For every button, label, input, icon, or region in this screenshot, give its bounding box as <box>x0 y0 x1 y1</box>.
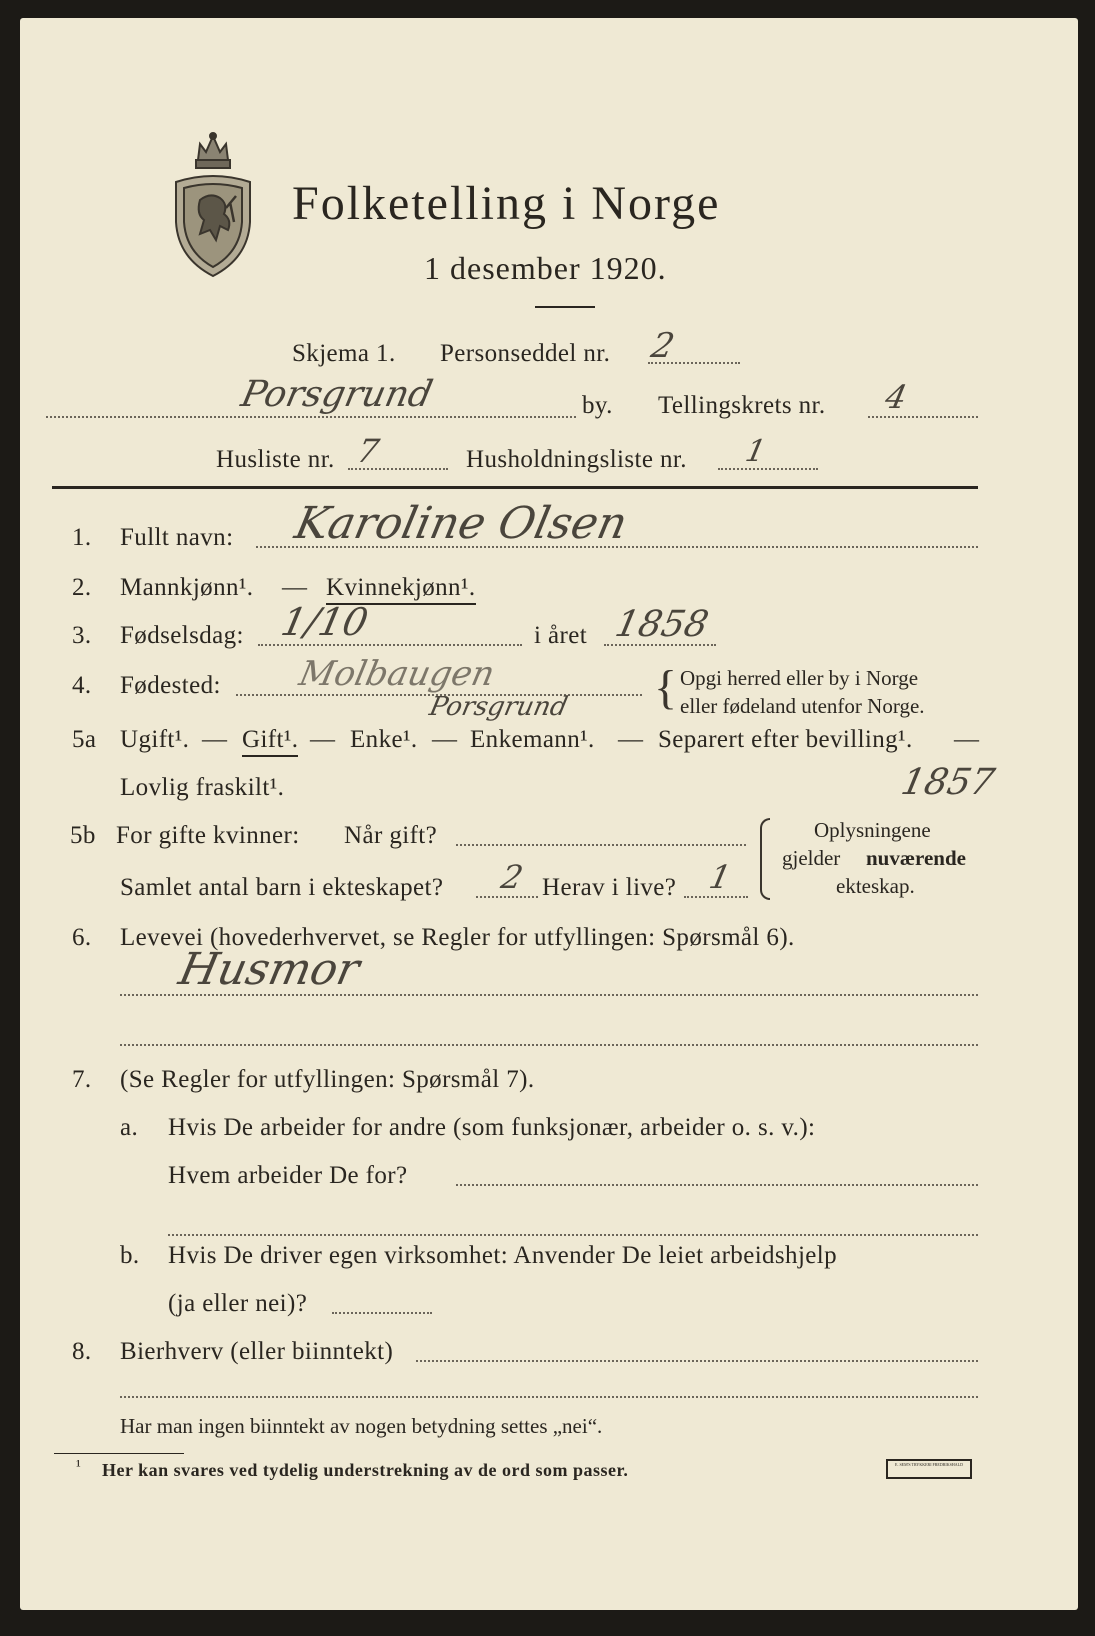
q6-line2 <box>120 1044 978 1046</box>
q2-number: 2. <box>72 574 92 601</box>
q3-line <box>258 644 522 646</box>
q5a-fraskilt: Lovlig fraskilt¹. <box>120 774 285 801</box>
q3-value: 1/10 <box>277 600 373 644</box>
q4-label: Fødested: <box>120 672 221 699</box>
q5a-dash1: — <box>202 726 228 753</box>
husholdningsliste-value: 1 <box>742 434 769 469</box>
q5b-live-label: Herav i live? <box>542 874 677 901</box>
title-divider <box>535 306 595 308</box>
q5b-note-line1: Oplysningene <box>814 818 931 842</box>
q5a-dash4: — <box>618 726 644 753</box>
q5b-barn-line <box>476 896 538 898</box>
q6-label: Levevei (hovederhvervet, se Regler for utfyllingen: Spørsmål 6). <box>120 924 795 951</box>
q5b-live-value: 1 <box>705 858 735 896</box>
q8-number: 8. <box>72 1338 92 1365</box>
q2-male: Mannkjønn¹. <box>120 574 254 601</box>
q8-note: Har man ingen biinntekt av nogen betydning settes „nei“. <box>120 1414 603 1438</box>
by-line <box>46 416 576 418</box>
printer-stamp: E. SEM'S TRYKKERI FREDRIKSHALD <box>886 1459 972 1479</box>
husholdningsliste-line <box>718 468 818 470</box>
tellingskrets-value: 4 <box>881 378 911 416</box>
footnote-text: Her kan svares ved tydelig understrekning av de ord som passer. <box>102 1460 629 1480</box>
personseddel-label: Personseddel nr. <box>440 340 611 367</box>
q7-label: (Se Regler for utfyllingen: Spørsmål 7). <box>120 1066 535 1093</box>
q4-brace: { <box>654 661 678 714</box>
q5b-note-line2a: gjelder <box>782 846 841 870</box>
form-title: Folketelling i Norge <box>292 177 721 230</box>
tellingskrets-label: Tellingskrets nr. <box>658 392 826 419</box>
q5b-number: 5b <box>70 822 96 849</box>
husliste-value: 7 <box>353 432 383 470</box>
q7b-question: (ja eller nei)? <box>168 1290 308 1317</box>
q4-value-correction: Porsgrund <box>426 692 571 722</box>
q5a-enkemann: Enkemann¹. <box>470 726 595 753</box>
q7a-question: Hvem arbeider De for? <box>168 1162 408 1189</box>
q5b-note-line2b: nuværende <box>866 846 966 870</box>
skjema-label: Skjema 1. <box>292 340 396 367</box>
q5a-ugift: Ugift¹. <box>120 726 190 753</box>
tellingskrets-line <box>868 416 978 418</box>
q5b-gift-line <box>456 844 746 846</box>
q5b-note-line3: ekteskap. <box>836 874 915 898</box>
q5b-barn-value: 2 <box>497 858 527 896</box>
q5a-separert: Separert efter bevilling¹. <box>658 726 913 753</box>
q3-label: Fødselsdag: <box>120 622 244 649</box>
q5a-number: 5a <box>72 726 97 753</box>
q6-value: Husmor <box>174 944 364 995</box>
header-rule <box>52 486 978 489</box>
footnote-rule <box>54 1453 184 1454</box>
q5b-brace <box>760 818 770 900</box>
q1-value: Karoline Olsen <box>290 498 632 549</box>
q5b-label: For gifte kvinner: <box>116 822 300 849</box>
q5a-margin-note: 1857 <box>897 762 998 803</box>
q4-number: 4. <box>72 672 92 699</box>
q7-number: 7. <box>72 1066 92 1093</box>
q5a-dash5: — <box>954 726 980 753</box>
q4-note-line2: eller fødeland utenfor Norge. <box>680 694 925 718</box>
q2-female: Kvinnekjønn¹. <box>326 574 476 605</box>
q5a-enke: Enke¹. <box>350 726 418 753</box>
q3-number: 3. <box>72 622 92 649</box>
q7b-line <box>332 1312 432 1314</box>
q5b-live-line <box>684 896 748 898</box>
q8-label: Bierhverv (eller biinntekt) <box>120 1338 394 1365</box>
husholdningsliste-label: Husholdningsliste nr. <box>466 446 687 473</box>
husliste-label: Husliste nr. <box>216 446 335 473</box>
q3-year-value: 1858 <box>611 604 712 645</box>
q7a-line1 <box>456 1184 978 1186</box>
q8-line1 <box>416 1360 978 1362</box>
q2-dash: — <box>282 574 308 601</box>
q7a-text: Hvis De arbeider for andre (som funksjonær, arbeider o. s. v.): <box>168 1114 816 1141</box>
q5b-gift-label: Når gift? <box>344 822 438 849</box>
footnote-mark: ¹ <box>76 1458 81 1475</box>
q1-label: Fullt navn: <box>120 524 234 551</box>
q6-number: 6. <box>72 924 92 951</box>
q7b-letter: b. <box>120 1242 140 1269</box>
q8-line2 <box>120 1396 978 1398</box>
q5a-gift: Gift¹. <box>242 726 298 757</box>
q7b-text: Hvis De driver egen virksomhet: Anvender De leiet arbeidshjelp <box>168 1242 838 1269</box>
q5b-barn-label: Samlet antal barn i ekteskapet? <box>120 874 444 901</box>
q4-value: Molbaugen <box>295 654 499 694</box>
q4-note-line1: Opgi herred eller by i Norge <box>680 666 919 690</box>
q7a-line2 <box>168 1234 978 1236</box>
q3-year-label: i året <box>534 622 588 649</box>
by-label: by. <box>582 392 613 419</box>
census-date: 1 desember 1920. <box>424 250 667 286</box>
q7a-letter: a. <box>120 1114 139 1141</box>
by-value: Porsgrund <box>237 374 437 415</box>
personseddel-value: 2 <box>647 326 678 366</box>
q5a-dash2: — <box>310 726 336 753</box>
q5a-dash3: — <box>432 726 458 753</box>
q1-number: 1. <box>72 524 92 551</box>
census-form <box>20 18 1078 1610</box>
coat-of-arms-icon <box>170 130 256 280</box>
